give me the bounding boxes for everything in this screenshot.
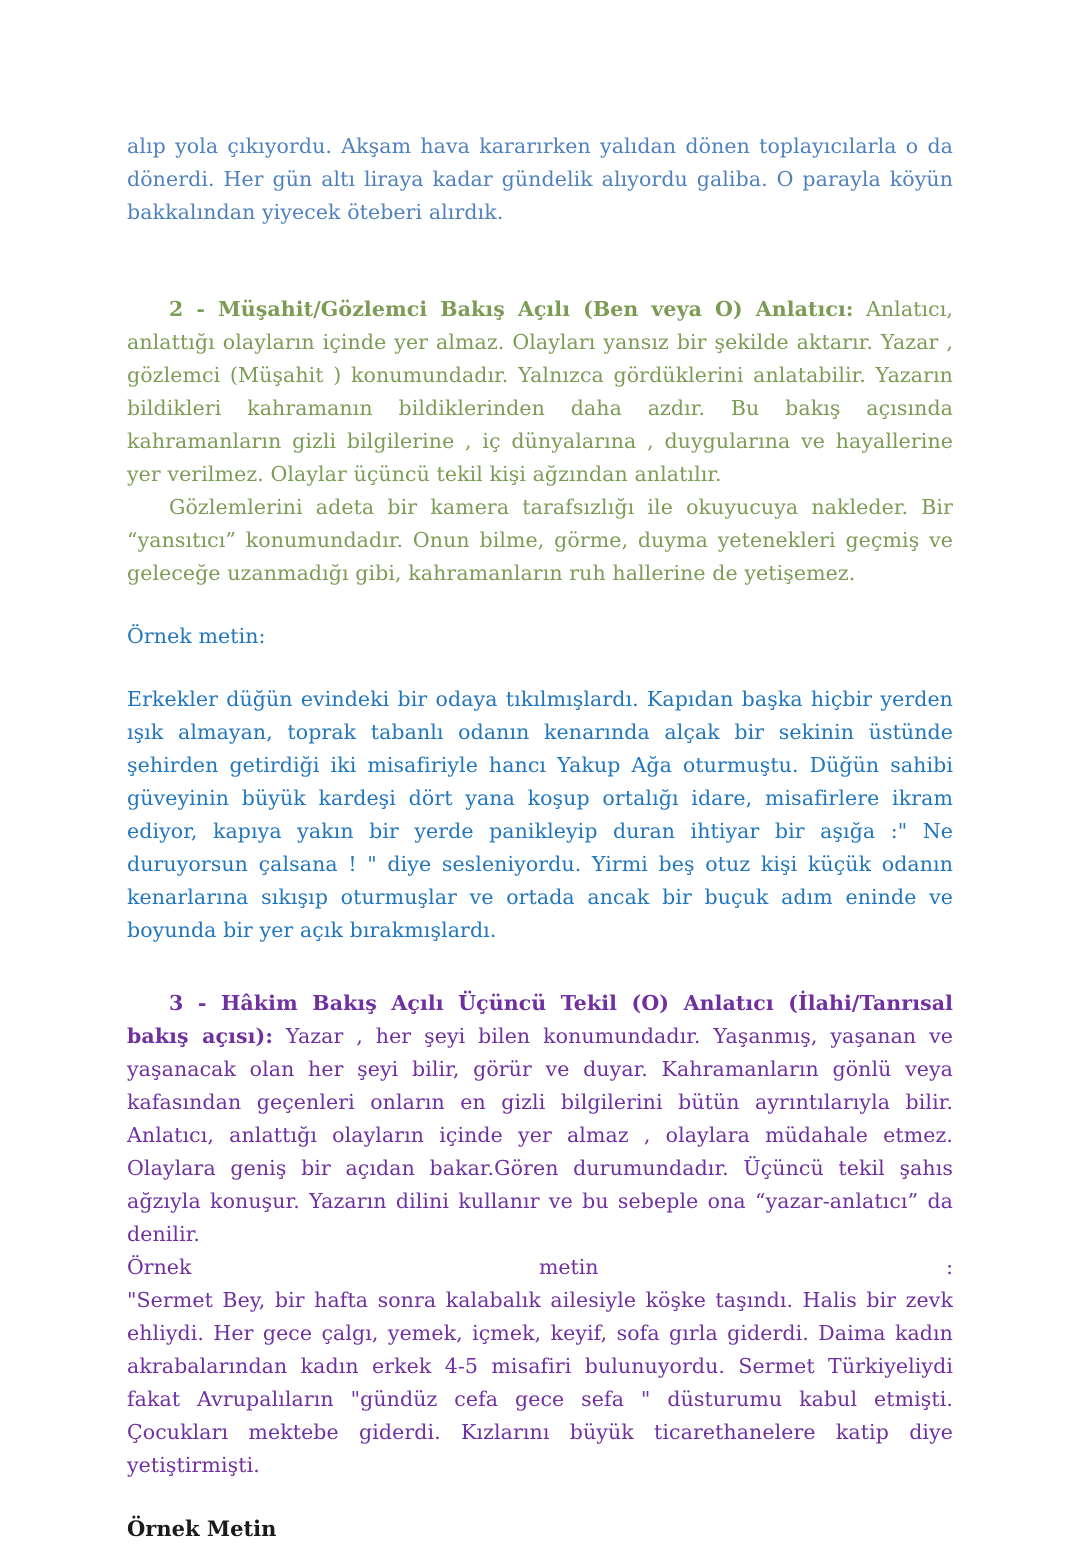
section-2-body: Anlatıcı, anlattığı olayların içinde yer almaz. Olayları yansız bir şekilde aktarır. Yazar , gözlemci (Müşahit ) konumundadır. Yalnızca gördüklerini anlatabilir. Yazarın bildikleri kahramanın bildiklerinden daha azdır. Bu bakış açısında kahramanların gizli bilgilerine , iç dünyalarına , duygularına ve hayallerine yer verilmez. Olaylar üçüncü tekil kişi ağzından anlatılır. bbox=[127, 297, 953, 486]
section-3-paragraph bbox=[127, 987, 953, 1251]
example-label-section2: Örnek metin: bbox=[127, 624, 266, 648]
example-label-word-2: metin bbox=[538, 1255, 599, 1279]
example-text-section3: "Sermet Bey, bir hafta sonra kalabalık ailesiyle köşke taşındı. Halis bir zevk ehliydi. Her gece çalgı, yemek, içmek, keyif, sofa gırla giderdi. Daima kadın akrabalarından kadın erkek 4-5 misafiri bulunuyordu. Sermet Türkiyeliydi fakat Avrupalıların "gündüz cefa gece sefa " düsturumu kabul etmişti. Çocukları mektebe giderdi. Kızlarını büyük ticarethanelere katip diye yetiştirmişti. bbox=[127, 1288, 953, 1477]
section-3-heading: 3 - Hâkim Bakış Açılı Üçüncü Tekil (O) Anlatıcı (İlahi/Tanrısal bakış açısı): bbox=[127, 991, 953, 1048]
example-label-word-1: Örnek bbox=[127, 1255, 192, 1279]
example-label-section3 bbox=[127, 1251, 953, 1284]
paragraph-observer-camera: Gözlemlerini adeta bir kamera tarafsızlığı ile okuyucuya nakleder. Bir “yansıtıcı” konumundadır. Onun bilme, görme, duyma yetenekleri geçmiş ve geleceğe uzanmadığı gibi, kahramanların ruh hallerine de yetişemez. bbox=[127, 495, 953, 585]
section-2-paragraph bbox=[127, 293, 953, 491]
example-text-section2: Erkekler düğün evindeki bir odaya tıkılmışlardı. Kapıdan başka hiçbir yerden ışık almayan, toprak tabanlı odanın kenarında alçak bir sekinin üstünde şehirden getirdiği iki misafiriyle hancı Yakup Ağa oturmuştu. Düğün sahibi güveyinin büyük kardeşi dört yana koşup ortalığı idare, misafirlere ikram ediyor, kapıya yakın bir yerde panikleyip duran ihtiyar bir aşığa :" Ne duruyorsun çalsana ! " diye sesleniyordu. Yirmi beş otuz kişi küçük odanın kenarlarına sıkışıp oturmuşlar ve ortada ancak bir buçuk adım eninde ve boyunda bir yer açık bırakmışlardı. bbox=[127, 687, 953, 942]
section-2-heading: 2 - Müşahit/Gözlemci Bakış Açılı (Ben veya O) Anlatıcı: bbox=[169, 297, 854, 321]
example-label-word-3: : bbox=[946, 1255, 953, 1279]
footer-heading: Örnek Metin bbox=[127, 1516, 277, 1541]
section-3-body: Yazar , her şeyi bilen konumundadır. Yaşanmış, yaşanan ve yaşanacak olan her şeyi bilir, görür ve duyar. Kahramanların gönlü veya kafasından geçenleri onların en gizli bilgilerini bütün ayrıntılarıyla bilir. Anlatıcı, anlattığı olayların içinde yer almaz , olaylara müdahale etmez. Olaylara geniş bir açıdan bakar.Gören durumundadır. Üçüncü tekil şahıs ağzıyla konuşur. Yazarın dilini kullanır ve bu sebeple ona “yazar-anlatıcı” da denilir. bbox=[127, 1024, 953, 1246]
paragraph-intro: alıp yola çıkıyordu. Akşam hava kararırken yalıdan dönen toplayıcılarla o da dönerdi. Her gün altı liraya kadar gündelik alıyordu galiba. O parayla köyün bakkalından yiyecek öteberi alırdık. bbox=[127, 134, 953, 224]
